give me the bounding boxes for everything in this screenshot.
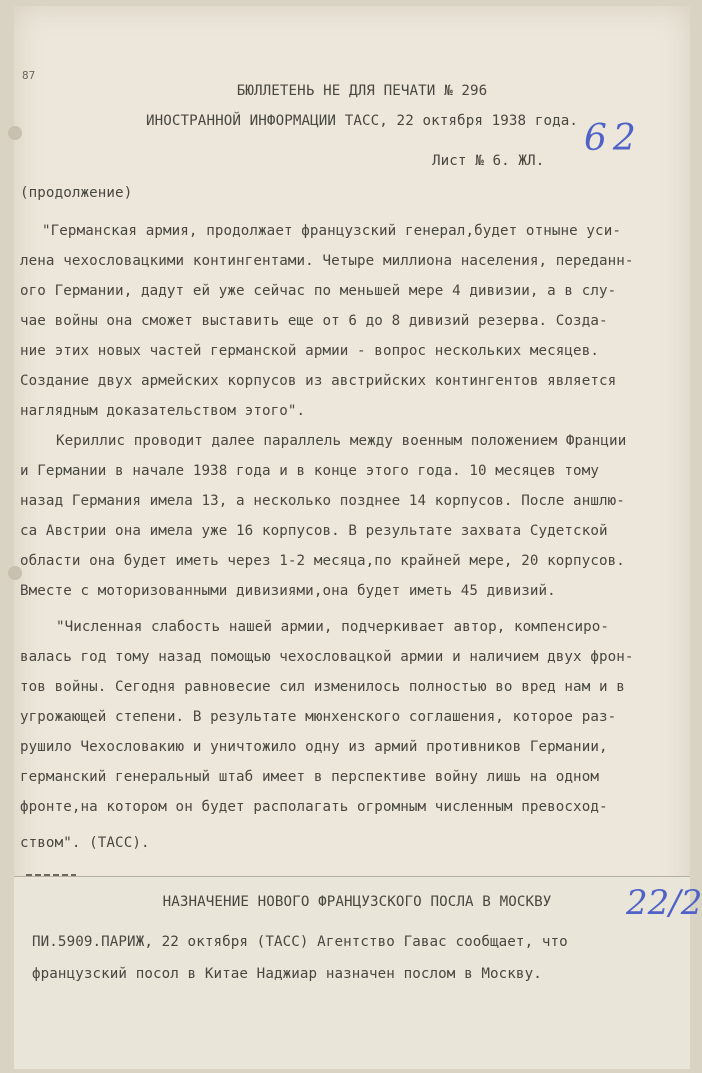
- text-line: германский генеральный штаб имеет в перспективе войну лишь на одном: [20, 769, 599, 785]
- text-line: Вместе с моторизованными дивизиями,она будет иметь 45 дивизий.: [20, 583, 556, 599]
- text-line: ние этих новых частей германской армии - вопрос нескольких месяцев.: [20, 343, 599, 359]
- bulletin-subtitle: ИНОСТРАННОЙ ИНФОРМАЦИИ ТАСС, 22 октября 1938 года.: [145, 113, 579, 129]
- text-line: "Германская армия, продолжает французский генерал,будет отныне уси-: [42, 223, 621, 239]
- text-line: "Численная слабость нашей армии, подчеркивает автор, компенсиро-: [56, 619, 610, 635]
- text-line: ПИ.5909.ПАРИЖ, 22 октября (ТАСС) Агентство Гавас сообщает, что: [32, 934, 568, 950]
- text-line: Кериллис проводит далее параллель между военным положением Франции: [56, 433, 627, 449]
- text-line: угрожающей степени. В результате мюнхенского соглашения, которое раз-: [20, 709, 617, 725]
- attached-sheet: [14, 876, 702, 1069]
- text-line: лена чехословацкими контингентами. Четыре миллиона населения, переданн-: [20, 253, 634, 269]
- text-line: рушило Чехословакию и уничтожило одну из армий противников Германии,: [20, 739, 608, 755]
- text-line: ством". (ТАСС).: [20, 835, 150, 851]
- text-line: фронте,на котором он будет располагать огромным численным превосход-: [20, 799, 608, 815]
- continuation-label: (продолжение): [20, 185, 133, 201]
- text-line: области она будет иметь через 1-2 месяца,по крайней мере, 20 корпусов.: [20, 553, 625, 569]
- text-line: наглядным доказательством этого".: [20, 403, 306, 419]
- bulletin-title: БЮЛЛЕТЕНЬ НЕ ДЛЯ ПЕЧАТИ № 296: [236, 83, 488, 99]
- text-line: и Германии в начале 1938 года и в конце этого года. 10 месяцев тому: [20, 463, 599, 479]
- sheet-number: Лист № 6. ЖЛ.: [432, 153, 545, 169]
- page-mark: 87: [22, 69, 36, 82]
- text-line: ого Германии, дадут ей уже сейчас по меньшей мере 4 дивизии, а в слу-: [20, 283, 617, 299]
- text-line: французский посол в Китае Наджиар назначен послом в Москву.: [32, 966, 542, 982]
- text-line: са Австрии она имела уже 16 корпусов. В результате захвата Судетской: [20, 523, 608, 539]
- text-line: тов войны. Сегодня равновесие сил изменилось полностью во вред нам и в: [20, 679, 625, 695]
- document-page: [14, 6, 702, 1068]
- section-title: НАЗНАЧЕНИЕ НОВОГО ФРАНЦУЗСКОГО ПОСЛА В МОСКВУ: [162, 894, 552, 910]
- handwritten-mark: 22/2: [626, 883, 702, 923]
- text-line: Создание двух армейских корпусов из австрийских контингентов является: [20, 373, 617, 389]
- text-line: чае войны она сможет выставить еще от 6 до 8 дивизий резерва. Созда-: [20, 313, 608, 329]
- handwritten-page-number: 62: [584, 118, 642, 159]
- text-line: назад Германия имела 13, а несколько позднее 14 корпусов. После аншлю-: [20, 493, 625, 509]
- text-line: валась год тому назад помощью чехословацкой армии и наличием двух фрон-: [20, 649, 634, 665]
